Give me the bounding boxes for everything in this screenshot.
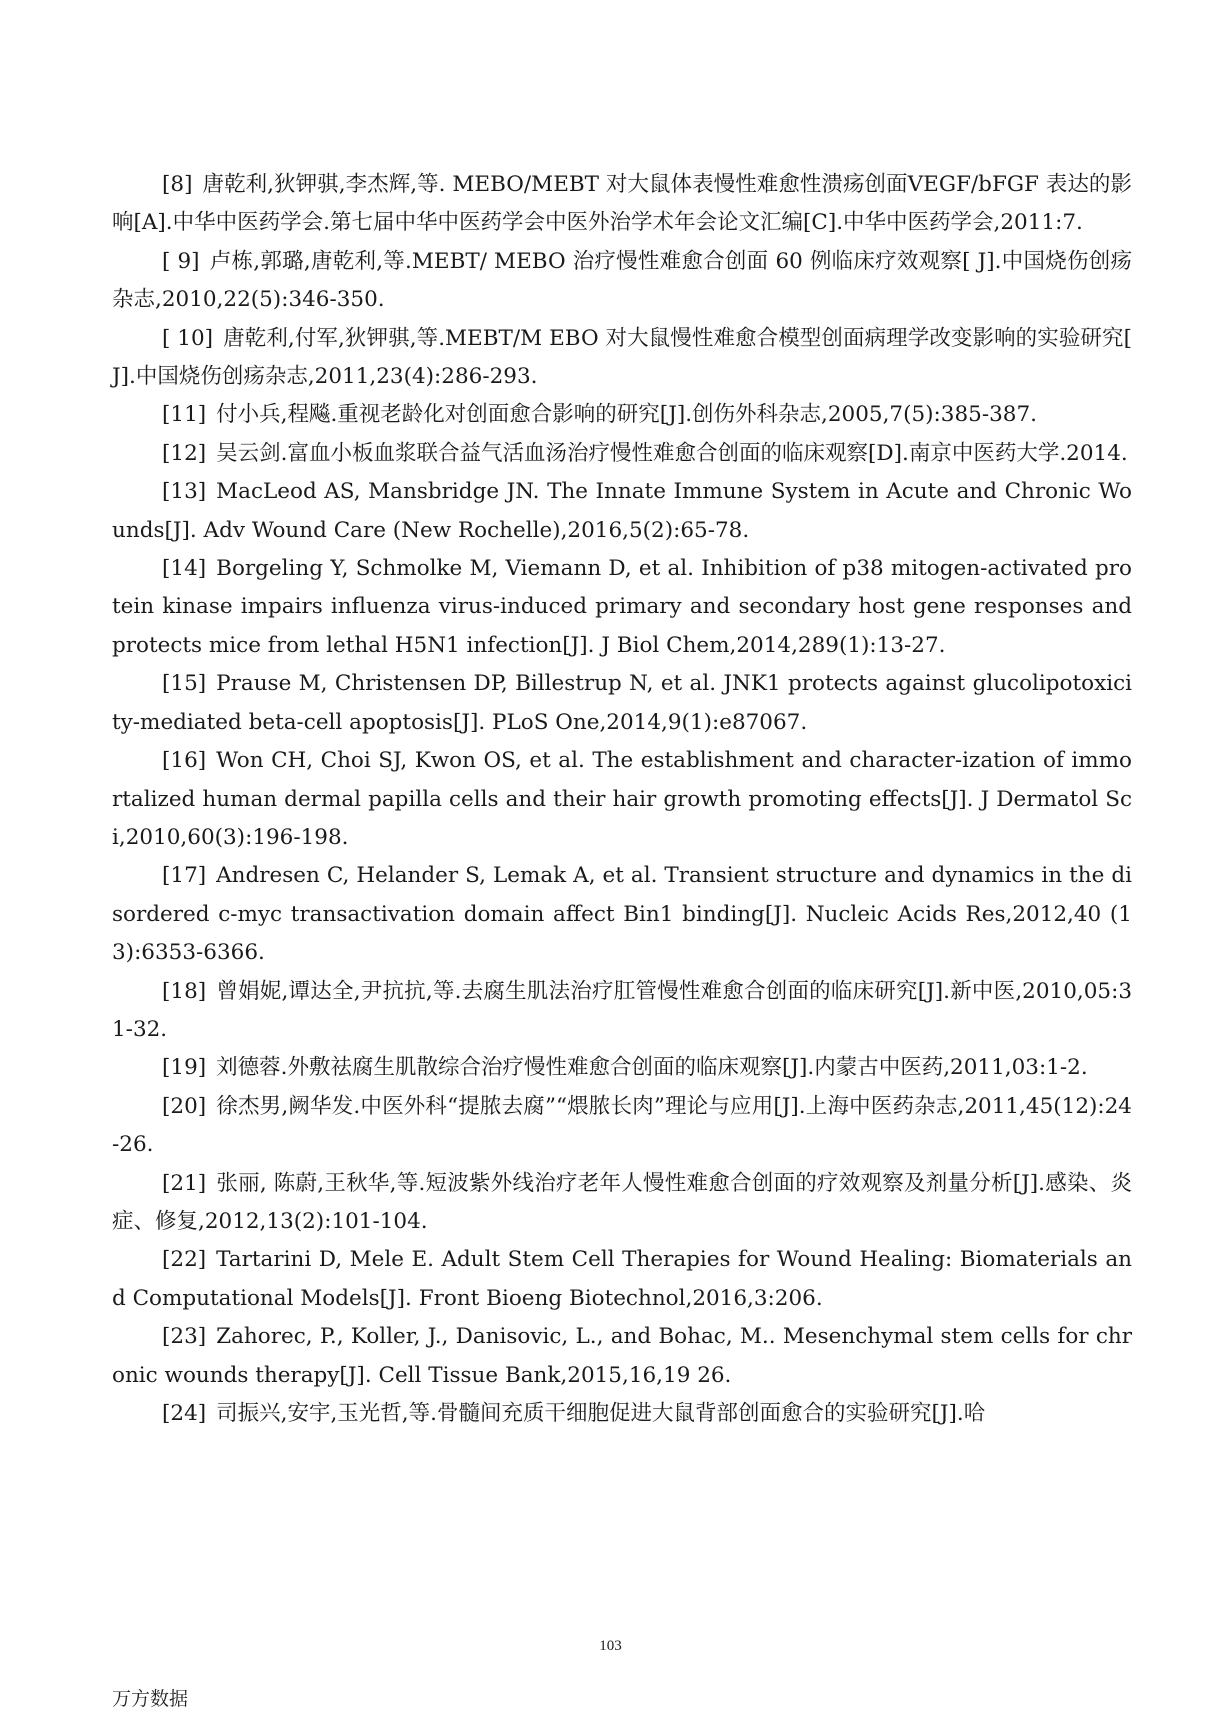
reference-text: Won CH, Choi SJ, Kwon OS, et al. The establishment and character-ization of immortalized human dermal papilla cells and their hair growth promoting effects[J]. J Dermatol Sci,2010,60(3):196-198. <box>112 748 1132 850</box>
reference-number: [22] <box>162 1247 207 1273</box>
reference-number: [19] <box>162 1055 207 1081</box>
reference-item <box>112 320 1132 397</box>
source-watermark: 万方数据 <box>112 1688 189 1710</box>
reference-item <box>112 473 1132 550</box>
reference-number: [ 9] <box>162 248 200 274</box>
reference-item <box>112 396 1132 434</box>
reference-text: 司振兴,安宇,玉光哲,等.骨髓间充质干细胞促进大鼠背部创面愈合的实验研究[J].哈 <box>216 1401 986 1426</box>
reference-text: Borgeling Y, Schmolke M, Viemann D, et al. Inhibition of p38 mitogen-activated protein kinase impairs influenza virus-induced primary and secondary host gene responses and protects mice from lethal H5N1 infection[J]. J Biol Chem,2014,289(1):13-27. <box>112 556 1132 658</box>
reference-item <box>112 1318 1132 1395</box>
reference-text: 卢栋,郭璐,唐乾利,等.MEBT/ MEBO 治疗慢性难愈合创面 60 例临床疗效观察[ J].中国烧伤创疡杂志,2010,22(5):346-350. <box>112 248 1132 313</box>
reference-number: [11] <box>162 402 207 428</box>
reference-item <box>112 166 1132 243</box>
reference-number: [15] <box>162 671 207 697</box>
reference-item <box>112 973 1132 1050</box>
reference-number: [12] <box>162 440 207 466</box>
reference-text: 付小兵,程飚.重视老龄化对创面愈合影响的研究[J].创伤外科杂志,2005,7(5):385-387. <box>216 402 1037 428</box>
page-number: 103 <box>599 1638 622 1654</box>
reference-number: [8] <box>162 172 193 197</box>
reference-number: [18] <box>162 978 207 1004</box>
reference-text: Andresen C, Helander S, Lemak A, et al. Transient structure and dynamics in the disordered c-myc transactivation domain affect Bin1 binding[J]. Nucleic Acids Res,2012,40 (13):6353-6366. <box>112 863 1132 966</box>
reference-item <box>112 742 1132 857</box>
reference-number: [23] <box>162 1324 207 1350</box>
reference-text: 曾娟妮,谭达全,尹抗抗,等.去腐生肌法治疗肛管慢性难愈合创面的临床研究[J].新中医,2010,05:31-32. <box>112 978 1132 1042</box>
reference-list <box>112 166 1132 1433</box>
reference-item <box>112 243 1132 320</box>
reference-item <box>112 1049 1132 1087</box>
reference-text: Prause M, Christensen DP, Billestrup N, et al. JNK1 protects against glucolipotoxicity-mediated beta-cell apoptosis[J]. PLoS One,2014,9(1):e87067. <box>112 671 1132 735</box>
reference-number: [17] <box>162 863 207 889</box>
reference-text: Zahorec, P., Koller, J., Danisovic, L., and Bohac, M.. Mesenchymal stem cells for chronic wounds therapy[J]. Cell Tissue Bank,2015,16,19 26. <box>112 1324 1132 1388</box>
reference-number: [14] <box>162 556 207 582</box>
reference-item <box>112 1165 1132 1242</box>
reference-number: [16] <box>162 748 207 774</box>
reference-item <box>112 550 1132 665</box>
reference-item <box>112 435 1132 473</box>
reference-text: 唐乾利,付军,狄钾骐,等.MEBT/M EBO 对大鼠慢性难愈合模型创面病理学改变影响的实验研究[ J].中国烧伤创疡杂志,2011,23(4):286-293. <box>112 325 1132 390</box>
reference-item <box>112 1088 1132 1165</box>
reference-item <box>112 1241 1132 1318</box>
reference-item <box>112 1395 1132 1433</box>
reference-item <box>112 665 1132 742</box>
reference-number: [ 10] <box>162 325 214 351</box>
reference-number: [21] <box>162 1170 207 1196</box>
reference-text: 唐乾利,狄钾骐,李杰辉,等. MEBO/MEBT 对大鼠体表慢性难愈性溃疡创面VEGF/bFGF 表达的影响[A].中华中医药学会.第七届中华中医药学会中医外治学术年会论文汇编[C].中华中医药学会,2011:7. <box>112 172 1132 236</box>
reference-text: 刘德蓉.外敷祛腐生肌散综合治疗慢性难愈合创面的临床观察[J].内蒙古中医药,2011,03:1-2. <box>216 1055 1088 1081</box>
reference-number: [13] <box>162 479 207 505</box>
reference-text: Tartarini D, Mele E. Adult Stem Cell Therapies for Wound Healing: Biomaterials and Computational Models[J]. Front Bioeng Biotechnol,2016,3:206. <box>112 1247 1132 1311</box>
reference-text: 徐杰男,阙华发.中医外科“提脓去腐”“煨脓长肉”理论与应用[J].上海中医药杂志,2011,45(12):24-26. <box>112 1093 1132 1158</box>
reference-text: 张丽, 陈蔚,王秋华,等.短波紫外线治疗老年人慢性难愈合创面的疗效观察及剂量分析[J].感染、炎症、修复,2012,13(2):101-104. <box>112 1170 1132 1234</box>
reference-item <box>112 857 1132 972</box>
reference-text: MacLeod AS, Mansbridge JN. The Innate Immune System in Acute and Chronic Wounds[J]. Adv Wound Care (New Rochelle),2016,5(2):65-78. <box>112 479 1132 543</box>
reference-number: [20] <box>162 1093 207 1119</box>
reference-number: [24] <box>162 1401 207 1426</box>
reference-text: 吴云剑.富血小板血浆联合益气活血汤治疗慢性难愈合创面的临床观察[D].南京中医药大学.2014. <box>216 440 1128 466</box>
